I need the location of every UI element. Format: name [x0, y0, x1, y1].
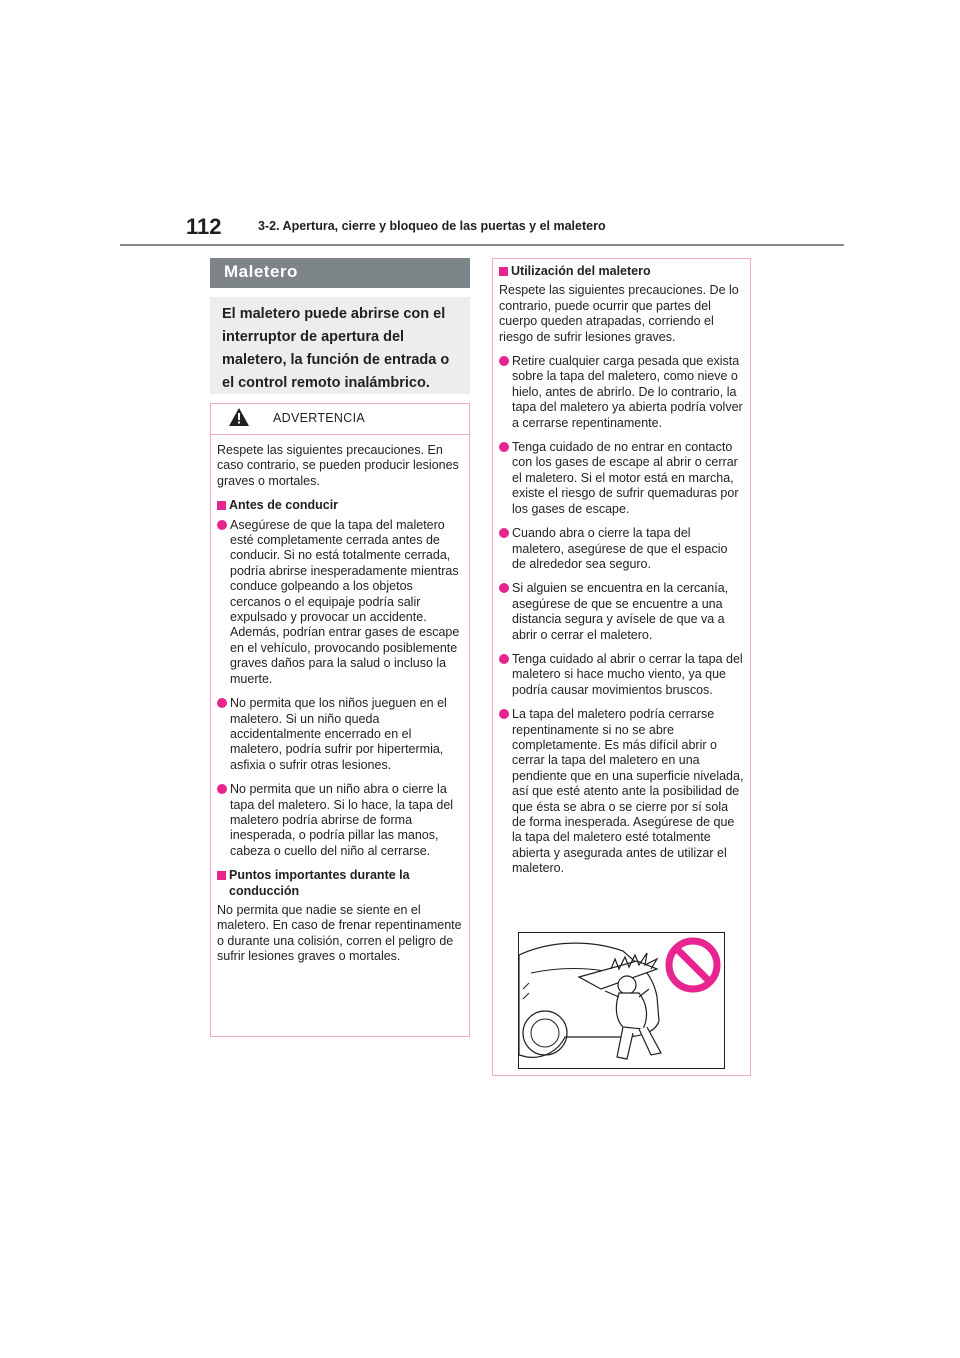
intro-text: El maletero puede abrirse con el interruptor de apertura del maletero, la función de entrada o el control remoto inalámbrico.: [222, 306, 450, 391]
list-item: Tenga cuidado de no entrar en contacto con los gases de escape al abrir o cerrar el maletero. Si el motor está en marcha, existe el riesgo de sufrir quemaduras por los gases de escape.: [499, 440, 744, 517]
section-title: Maletero: [224, 262, 298, 281]
usage-subheading: Utilización del maletero: [499, 264, 744, 279]
intro-box: [210, 297, 470, 394]
trunk-illustration: [518, 932, 725, 1069]
list-item: No permita que un niño abra o cierre la tapa del maletero. Si lo hace, la tapa del maletero podría abrirse de forma inesperada, o podría pillar las manos, cabeza o cuello del niño al cerrarse.: [217, 782, 463, 859]
warning-title: ADVERTENCIA: [273, 411, 365, 425]
list-item: Tenga cuidado al abrir o cerrar la tapa del maletero si hace mucho viento, ya que podría causar movimientos bruscos.: [499, 652, 744, 698]
section-title-bar: [210, 258, 470, 288]
list-item: La tapa del maletero podría cerrarse repentinamente si no se abre completamente. Es más difícil abrir o cerrar la tapa del maletero en una pendiente que en una superficie nivelada, así que esté atento ante la posibilidad de que ésta se abra o se cierre por sí sola de forma inesperada. Asegúrese de que la tapa del maletero esté totalmente abierta y asegurada antes de utilizar el maletero.: [499, 707, 744, 876]
warning-header: [211, 404, 469, 435]
warning-box: [210, 403, 470, 1037]
usage-box: [492, 258, 751, 1076]
warning-body: [211, 435, 469, 965]
list-item: No permita que los niños jueguen en el maletero. Si un niño queda accidentalmente encerrado en el maletero, podría sufrir por hipertermia, asfixia o sufrir otras lesiones.: [217, 696, 463, 773]
trunk-hazard-illustration: [519, 933, 724, 1068]
warning-subheading-before-driving: Antes de conducir: [217, 498, 463, 513]
list-item: Si alguien se encuentra en la cercanía, asegúrese de que se encuentre a una distancia segura y avísele de que va a abrir o cerrar el maletero.: [499, 581, 744, 643]
header-rule: [120, 244, 844, 246]
warning-subheading-while-driving: Puntos importantes durante la conducción: [217, 868, 463, 899]
running-head: 3-2. Apertura, cierre y bloqueo de las puertas y el maletero: [258, 219, 606, 233]
warning-intro: Respete las siguientes precauciones. En caso contrario, se pueden producir lesiones graves o mortales.: [217, 443, 459, 488]
list-item: Retire cualquier carga pesada que exista sobre la tapa del maletero, como nieve o hielo, antes de abrirlo. De lo contrario, la tapa del maletero ya abierta podría volver a cerrarse repentinamente.: [499, 354, 744, 431]
warning-driving-text: No permita que nadie se siente en el maletero. En caso de frenar repentinamente o durante una colisión, corren el peligro de sufrir lesiones graves o mortales.: [217, 902, 462, 964]
list-item: Asegúrese de que la tapa del maletero esté completamente cerrada antes de conducir. Si no está totalmente cerrada, podría abrirse inesperadamente mientras conduce golpeando a los objetos cercanos o el equipaje podría salir expulsado y provocar un accidente. Además, podrían entrar gases de escape en el vehículo, provocando posiblemente graves daños para la salud o incluso la muerte.: [217, 518, 463, 687]
page-number: 112: [186, 214, 222, 239]
prohibition-icon: [669, 941, 717, 989]
warning-triangle-icon: [229, 408, 249, 426]
usage-intro: Respete las siguientes precauciones. De lo contrario, puede ocurrir que partes del cuerpo queden atrapadas, corriendo el riesgo de sufrir lesiones graves.: [499, 283, 739, 344]
list-item: Cuando abra o cierre la tapa del maletero, asegúrese de que el espacio de alrededor sea seguro.: [499, 526, 744, 572]
